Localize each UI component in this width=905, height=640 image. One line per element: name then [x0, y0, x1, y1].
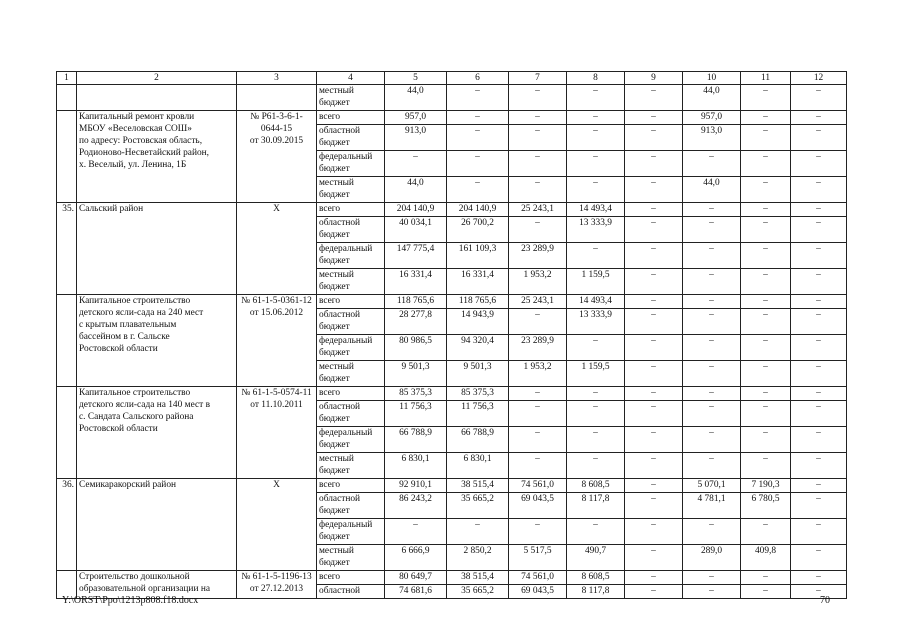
value-cell: –: [509, 519, 567, 545]
row-index: 36.: [57, 479, 77, 571]
value-cell: –: [625, 453, 683, 479]
object-name: Сальский район: [77, 203, 237, 295]
object-name: Капитальное строительство детского ясли-сада на 240 мест с крытым плавательным бассейном в г. Сальске Ростовской области: [77, 295, 237, 387]
value-cell: –: [509, 309, 567, 335]
document-number: № Р61-3-6-1- 0644-15 от 30.09.2015: [237, 111, 317, 203]
value-cell: 86 243,2: [385, 493, 447, 519]
value-cell: –: [625, 387, 683, 401]
value-cell: –: [791, 519, 847, 545]
value-cell: 69 043,5: [509, 585, 567, 599]
funding-source: федеральный бюджет: [317, 243, 385, 269]
value-cell: –: [447, 85, 509, 111]
value-cell: 35 665,2: [447, 585, 509, 599]
value-cell: 5 070,1: [683, 479, 741, 493]
column-header: 10: [683, 72, 741, 85]
value-cell: 161 109,3: [447, 243, 509, 269]
column-header: 11: [741, 72, 791, 85]
value-cell: 44,0: [683, 85, 741, 111]
value-cell: –: [567, 427, 625, 453]
funding-source: местный бюджет: [317, 361, 385, 387]
value-cell: –: [625, 125, 683, 151]
value-cell: –: [447, 125, 509, 151]
value-cell: 9 501,3: [385, 361, 447, 387]
funding-source: всего: [317, 387, 385, 401]
funding-source: местный бюджет: [317, 545, 385, 571]
value-cell: 6 666,9: [385, 545, 447, 571]
value-cell: –: [509, 453, 567, 479]
value-cell: –: [791, 177, 847, 203]
object-name: Семикаракорский район: [77, 479, 237, 571]
value-cell: –: [741, 571, 791, 585]
value-cell: –: [791, 335, 847, 361]
value-cell: –: [567, 151, 625, 177]
value-cell: 204 140,9: [385, 203, 447, 217]
object-name: Строительство дошкольной образовательной организации на: [77, 571, 237, 599]
value-cell: 26 700,2: [447, 217, 509, 243]
value-cell: –: [625, 585, 683, 599]
value-cell: 289,0: [683, 545, 741, 571]
value-cell: –: [567, 125, 625, 151]
value-cell: –: [741, 453, 791, 479]
value-cell: –: [791, 585, 847, 599]
value-cell: –: [683, 401, 741, 427]
value-cell: –: [791, 203, 847, 217]
value-cell: 74 681,6: [385, 585, 447, 599]
value-cell: 913,0: [683, 125, 741, 151]
value-cell: –: [741, 335, 791, 361]
value-cell: 14 493,4: [567, 203, 625, 217]
column-header: 8: [567, 72, 625, 85]
value-cell: –: [509, 125, 567, 151]
value-cell: 38 515,4: [447, 571, 509, 585]
value-cell: 92 910,1: [385, 479, 447, 493]
value-cell: –: [741, 519, 791, 545]
funding-source: федеральный бюджет: [317, 427, 385, 453]
column-header: 7: [509, 72, 567, 85]
funding-source: областной бюджет: [317, 217, 385, 243]
document-number: Х: [237, 203, 317, 295]
column-header: 2: [77, 72, 237, 85]
value-cell: –: [567, 111, 625, 125]
object-name: [77, 85, 237, 111]
value-cell: –: [447, 111, 509, 125]
column-header: 3: [237, 72, 317, 85]
value-cell: 80 986,5: [385, 335, 447, 361]
value-cell: 23 289,9: [509, 243, 567, 269]
value-cell: –: [791, 401, 847, 427]
footer-file-path: Y:\ORST\Ppo\1213p808.f18.docx: [62, 595, 199, 606]
value-cell: –: [683, 585, 741, 599]
value-cell: –: [791, 85, 847, 111]
table-row: [57, 295, 847, 309]
value-cell: 7 190,3: [741, 479, 791, 493]
value-cell: 11 756,3: [447, 401, 509, 427]
column-header: 1: [57, 72, 77, 85]
value-cell: –: [567, 85, 625, 111]
value-cell: 40 034,1: [385, 217, 447, 243]
column-header: 9: [625, 72, 683, 85]
funding-source: областной: [317, 585, 385, 599]
value-cell: 6 830,1: [447, 453, 509, 479]
funding-source: всего: [317, 295, 385, 309]
value-cell: –: [683, 427, 741, 453]
value-cell: 66 788,9: [447, 427, 509, 453]
value-cell: 8 117,8: [567, 585, 625, 599]
funding-source: областной бюджет: [317, 125, 385, 151]
value-cell: –: [509, 401, 567, 427]
value-cell: –: [625, 243, 683, 269]
value-cell: –: [791, 453, 847, 479]
value-cell: –: [683, 571, 741, 585]
value-cell: 8 117,8: [567, 493, 625, 519]
value-cell: –: [567, 453, 625, 479]
value-cell: 1 953,2: [509, 269, 567, 295]
value-cell: 11 756,3: [385, 401, 447, 427]
value-cell: 94 320,4: [447, 335, 509, 361]
value-cell: –: [791, 295, 847, 309]
table-row: [57, 571, 847, 585]
value-cell: –: [567, 387, 625, 401]
value-cell: –: [741, 427, 791, 453]
value-cell: 1 159,5: [567, 361, 625, 387]
value-cell: –: [567, 335, 625, 361]
funding-source: всего: [317, 111, 385, 125]
value-cell: –: [791, 309, 847, 335]
value-cell: –: [683, 519, 741, 545]
value-cell: –: [625, 295, 683, 309]
value-cell: –: [625, 571, 683, 585]
row-index: [57, 111, 77, 203]
value-cell: –: [509, 427, 567, 453]
value-cell: 147 775,4: [385, 243, 447, 269]
value-cell: 14 493,4: [567, 295, 625, 309]
value-cell: 69 043,5: [509, 493, 567, 519]
value-cell: 204 140,9: [447, 203, 509, 217]
value-cell: 44,0: [385, 85, 447, 111]
row-index: [57, 387, 77, 479]
value-cell: –: [683, 295, 741, 309]
funding-source: местный бюджет: [317, 453, 385, 479]
value-cell: –: [741, 85, 791, 111]
value-cell: –: [791, 361, 847, 387]
value-cell: –: [625, 111, 683, 125]
table-header-row: [57, 72, 847, 85]
value-cell: –: [741, 203, 791, 217]
value-cell: –: [791, 387, 847, 401]
value-cell: –: [791, 151, 847, 177]
value-cell: –: [683, 151, 741, 177]
value-cell: 23 289,9: [509, 335, 567, 361]
value-cell: –: [741, 111, 791, 125]
value-cell: 118 765,6: [447, 295, 509, 309]
value-cell: –: [385, 151, 447, 177]
value-cell: –: [509, 85, 567, 111]
page-number: 70: [820, 595, 830, 606]
row-index: [57, 295, 77, 387]
column-header: 5: [385, 72, 447, 85]
value-cell: –: [791, 493, 847, 519]
value-cell: –: [625, 151, 683, 177]
value-cell: –: [447, 151, 509, 177]
value-cell: –: [683, 243, 741, 269]
object-name: Капитальное строительство детского ясли-сада на 140 мест в с. Сандата Сальского района Ростовской области: [77, 387, 237, 479]
value-cell: –: [447, 519, 509, 545]
funding-source: федеральный бюджет: [317, 519, 385, 545]
value-cell: –: [741, 217, 791, 243]
column-header: 4: [317, 72, 385, 85]
value-cell: 13 333,9: [567, 217, 625, 243]
funding-source: областной бюджет: [317, 401, 385, 427]
table-row: [57, 387, 847, 401]
value-cell: –: [509, 217, 567, 243]
funding-source: местный бюджет: [317, 177, 385, 203]
value-cell: 957,0: [683, 111, 741, 125]
value-cell: –: [625, 309, 683, 335]
value-cell: –: [791, 217, 847, 243]
value-cell: –: [741, 151, 791, 177]
value-cell: –: [741, 269, 791, 295]
column-header: 12: [791, 72, 847, 85]
value-cell: –: [625, 269, 683, 295]
value-cell: 9 501,3: [447, 361, 509, 387]
value-cell: –: [741, 177, 791, 203]
value-cell: –: [567, 177, 625, 203]
budget-table: [56, 71, 847, 599]
value-cell: 14 943,9: [447, 309, 509, 335]
value-cell: 5 517,5: [509, 545, 567, 571]
value-cell: –: [683, 387, 741, 401]
value-cell: –: [683, 203, 741, 217]
value-cell: 25 243,1: [509, 295, 567, 309]
value-cell: 490,7: [567, 545, 625, 571]
value-cell: –: [385, 519, 447, 545]
value-cell: 16 331,4: [447, 269, 509, 295]
value-cell: –: [625, 177, 683, 203]
funding-source: местный бюджет: [317, 269, 385, 295]
value-cell: –: [741, 361, 791, 387]
document-number: № 61-1-5-1196-13 от 27.12.2013: [237, 571, 317, 599]
value-cell: 35 665,2: [447, 493, 509, 519]
value-cell: 74 561,0: [509, 571, 567, 585]
value-cell: –: [791, 427, 847, 453]
value-cell: –: [741, 125, 791, 151]
value-cell: 38 515,4: [447, 479, 509, 493]
document-number: Х: [237, 479, 317, 571]
value-cell: –: [791, 125, 847, 151]
value-cell: –: [625, 217, 683, 243]
value-cell: –: [791, 269, 847, 295]
value-cell: –: [683, 361, 741, 387]
value-cell: 44,0: [385, 177, 447, 203]
value-cell: –: [625, 479, 683, 493]
value-cell: 1 159,5: [567, 269, 625, 295]
value-cell: –: [683, 453, 741, 479]
value-cell: –: [683, 217, 741, 243]
value-cell: –: [791, 111, 847, 125]
table-row: [57, 111, 847, 125]
value-cell: 4 781,1: [683, 493, 741, 519]
value-cell: 85 375,3: [447, 387, 509, 401]
value-cell: 44,0: [683, 177, 741, 203]
value-cell: –: [625, 401, 683, 427]
document-number: № 61-1-5-0361-12 от 15.06.2012: [237, 295, 317, 387]
document-number: № 61-1-5-0574-11 от 11.10.2011: [237, 387, 317, 479]
value-cell: 8 608,5: [567, 571, 625, 585]
object-name: Капитальный ремонт кровли МБОУ «Веселовская СОШ» по адресу: Ростовская область, Родионово-Несветайский район, х. Веселый, ул. Ленина, 1Б: [77, 111, 237, 203]
value-cell: 80 649,7: [385, 571, 447, 585]
funding-source: местный бюджет: [317, 85, 385, 111]
value-cell: 8 608,5: [567, 479, 625, 493]
value-cell: 1 953,2: [509, 361, 567, 387]
value-cell: –: [791, 545, 847, 571]
value-cell: –: [625, 545, 683, 571]
value-cell: 913,0: [385, 125, 447, 151]
value-cell: –: [509, 387, 567, 401]
funding-source: федеральный бюджет: [317, 335, 385, 361]
funding-source: федеральный бюджет: [317, 151, 385, 177]
value-cell: –: [741, 387, 791, 401]
value-cell: 74 561,0: [509, 479, 567, 493]
column-header: 6: [447, 72, 509, 85]
value-cell: –: [625, 203, 683, 217]
value-cell: –: [625, 519, 683, 545]
value-cell: –: [509, 111, 567, 125]
value-cell: –: [741, 401, 791, 427]
value-cell: 2 850,2: [447, 545, 509, 571]
value-cell: 6 830,1: [385, 453, 447, 479]
value-cell: –: [791, 571, 847, 585]
value-cell: –: [791, 243, 847, 269]
value-cell: 16 331,4: [385, 269, 447, 295]
row-index: [57, 85, 77, 111]
value-cell: 957,0: [385, 111, 447, 125]
value-cell: –: [447, 177, 509, 203]
value-cell: –: [741, 243, 791, 269]
value-cell: –: [509, 151, 567, 177]
value-cell: 66 788,9: [385, 427, 447, 453]
funding-source: областной бюджет: [317, 309, 385, 335]
value-cell: –: [683, 309, 741, 335]
value-cell: 409,8: [741, 545, 791, 571]
value-cell: 28 277,8: [385, 309, 447, 335]
value-cell: –: [625, 335, 683, 361]
table-row: [57, 479, 847, 493]
value-cell: –: [567, 401, 625, 427]
value-cell: –: [625, 85, 683, 111]
table-row: [57, 203, 847, 217]
document-number: [237, 85, 317, 111]
value-cell: –: [509, 177, 567, 203]
funding-source: всего: [317, 571, 385, 585]
value-cell: –: [567, 519, 625, 545]
funding-source: областной бюджет: [317, 493, 385, 519]
value-cell: –: [741, 585, 791, 599]
value-cell: 118 765,6: [385, 295, 447, 309]
value-cell: –: [791, 479, 847, 493]
table-row: [57, 85, 847, 111]
value-cell: –: [625, 427, 683, 453]
value-cell: –: [741, 295, 791, 309]
value-cell: –: [625, 493, 683, 519]
value-cell: –: [625, 361, 683, 387]
value-cell: –: [741, 309, 791, 335]
row-index: 35.: [57, 203, 77, 295]
value-cell: 6 780,5: [741, 493, 791, 519]
value-cell: –: [567, 243, 625, 269]
funding-source: всего: [317, 479, 385, 493]
value-cell: 13 333,9: [567, 309, 625, 335]
funding-source: всего: [317, 203, 385, 217]
value-cell: 85 375,3: [385, 387, 447, 401]
value-cell: –: [683, 269, 741, 295]
value-cell: 25 243,1: [509, 203, 567, 217]
value-cell: –: [683, 335, 741, 361]
